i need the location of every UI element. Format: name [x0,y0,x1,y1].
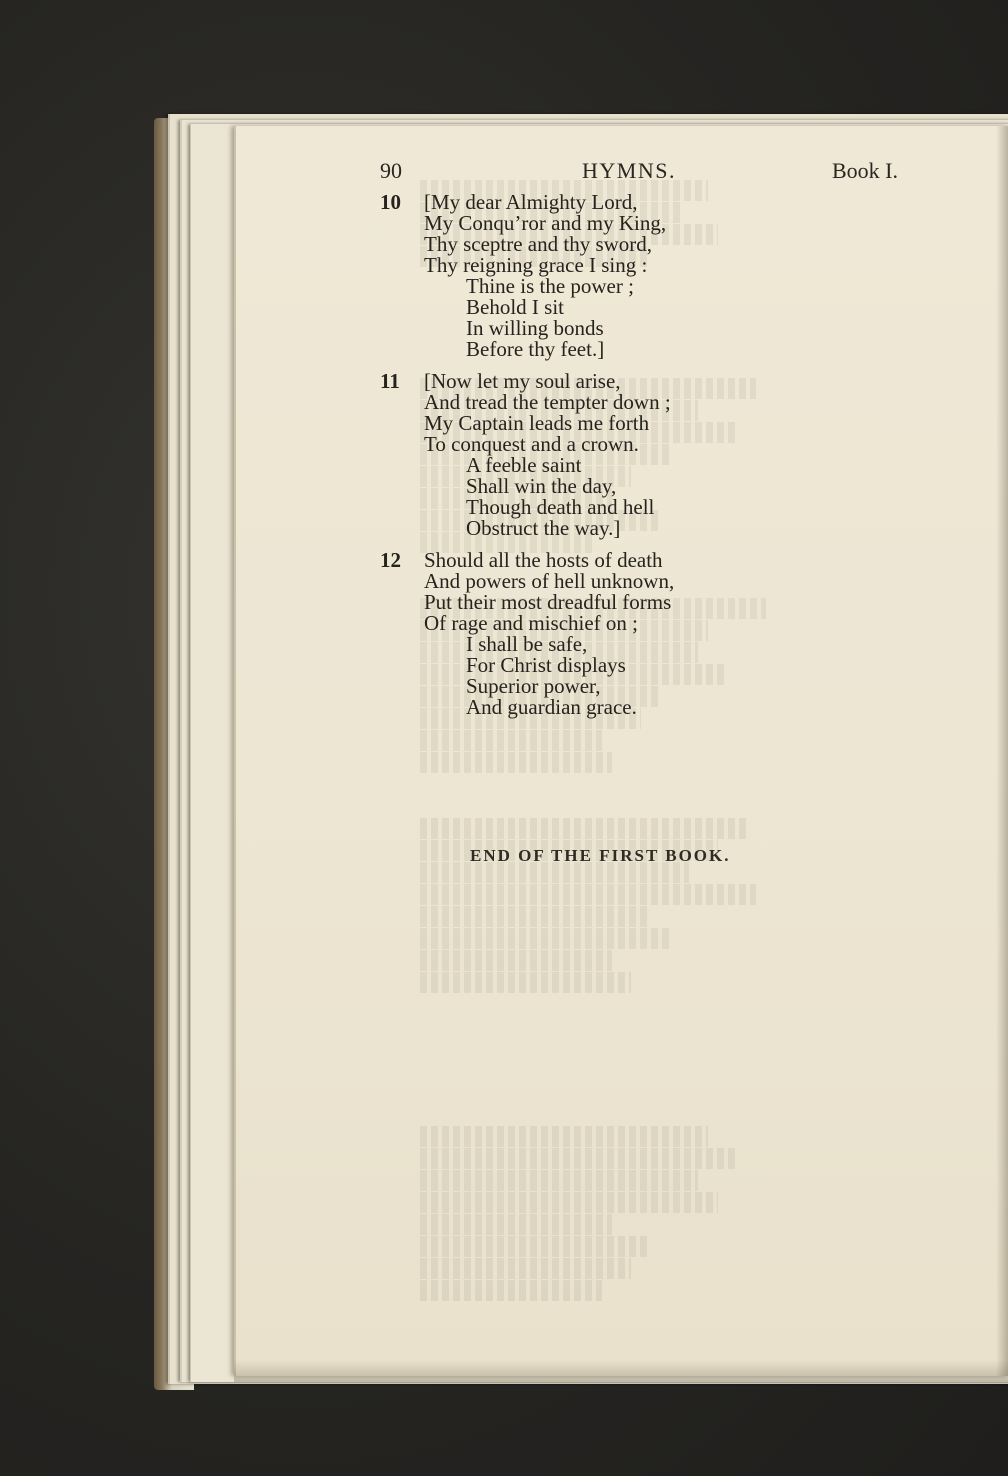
stanza [380,192,860,360]
stanza-number: 10 [380,190,401,214]
verse-line: Put their most dreadful forms [424,590,672,614]
verse-line: My Captain leads me forth [424,411,650,435]
verse-line: I shall be safe, [466,632,588,656]
stanza [380,550,860,718]
verse-line: Should all the hosts of death [424,548,663,572]
verse-line: Though death and hell [466,495,655,519]
running-title: HYMNS. [582,158,676,183]
stanza-number: 11 [380,369,400,393]
verse-line: For Christ displays [466,653,626,677]
page-bottom-shadow [234,1360,1008,1382]
verse-line: Shall win the day, [466,474,617,498]
verse-line: Superior power, [466,674,601,698]
verse-line: And tread the tempter down ; [424,390,671,414]
end-of-book-note: END OF THE FIRST BOOK. [470,846,731,865]
verse-line: A feeble saint [466,453,582,477]
verse-line: Thy reigning grace I sing : [424,253,648,277]
verse-line: Thy sceptre and thy sword, [424,232,653,256]
verse-line: In willing bonds [466,316,604,340]
verse-line: To conquest and a crown. [424,432,639,456]
page-number: 90 [380,158,402,183]
verse-line: Obstruct the way.] [466,516,621,540]
book-section-label: Book I. [832,158,898,183]
page-header [380,158,898,188]
verse-line: Thine is the power ; [466,274,634,298]
verse-line: And guardian grace. [466,695,637,719]
verse-line: My Conqu’ror and my King, [424,211,667,235]
verse-line: Before thy feet.] [466,337,605,361]
page-edge-shadow [996,126,1008,1376]
verse-line: And powers of hell unknown, [424,569,675,593]
stanza-number: 12 [380,548,401,572]
verse-line: [Now let my soul arise, [424,369,621,393]
verse-line: [My dear Almighty Lord, [424,190,638,214]
verse-line: Behold I sit [466,295,564,319]
hymn-text [380,192,860,729]
stanza [380,371,860,539]
verse-line: Of rage and mischief on ; [424,611,639,635]
